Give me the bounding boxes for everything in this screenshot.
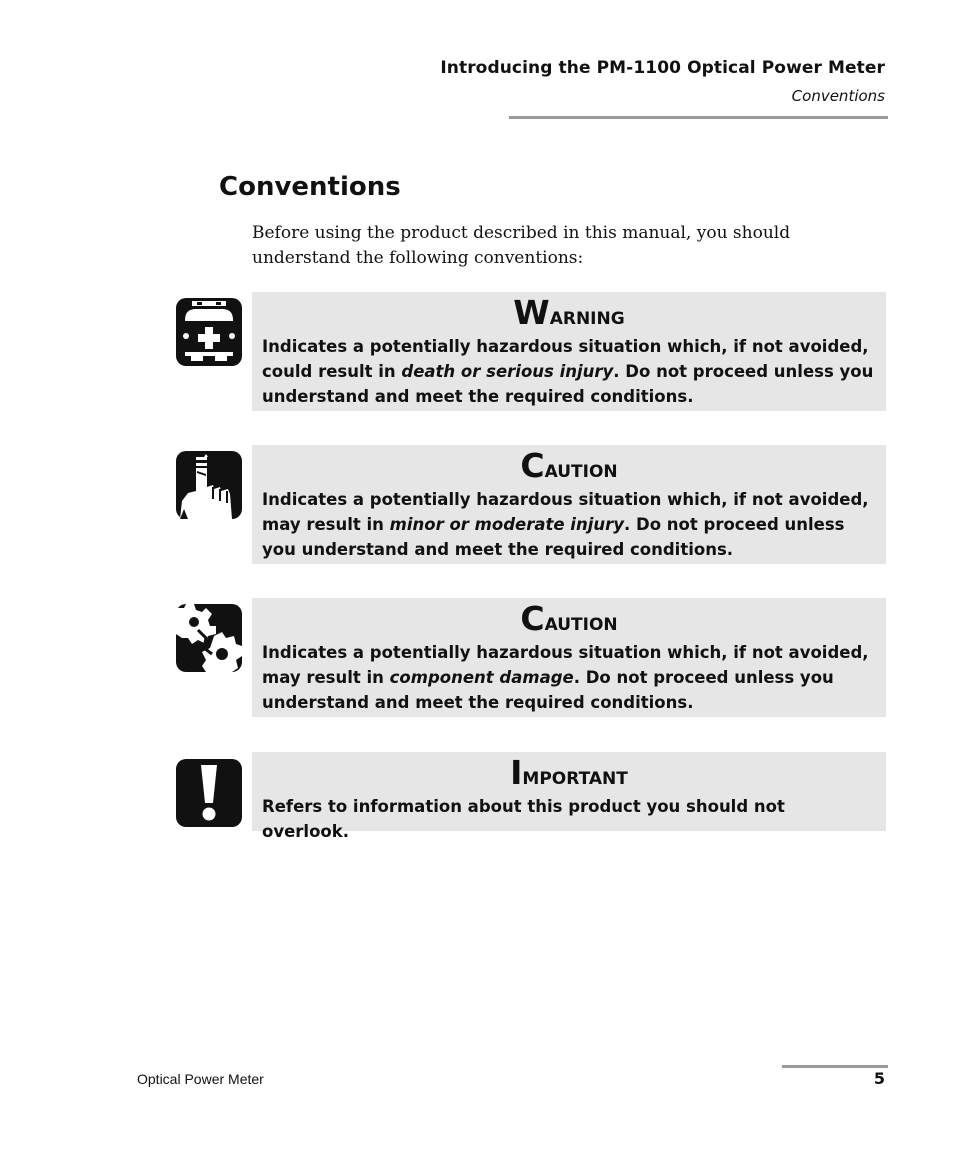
ambulance-icon: [176, 298, 242, 366]
header-title: Introducing the PM-1100 Optical Power Meter: [440, 58, 885, 78]
notice-title: Caution: [520, 599, 618, 638]
important-notice: [252, 752, 886, 841]
footer-product: Optical Power Meter: [137, 1071, 264, 1087]
notice-title: Warning: [513, 293, 625, 332]
footer-rule: [782, 1065, 888, 1068]
section-intro: Before using the product described in this manual, you should understand the following conventions:: [252, 223, 791, 268]
header-subtitle: Conventions: [791, 87, 885, 105]
notice-text: Refers to information about this product you should not overlook.: [262, 797, 785, 841]
warning-notice: [252, 292, 886, 411]
header-rule: [509, 116, 888, 119]
injured-finger-icon: [176, 451, 242, 519]
caution-injury-notice: [252, 445, 886, 564]
notice-title: Important: [510, 753, 628, 792]
exclamation-icon: [176, 759, 242, 827]
section-title: Conventions: [219, 172, 401, 202]
notice-text: Indicates a potentially hazardous situation which, if not avoided, may result in minor or moderate injury. Do not proceed unless you understand and meet the required conditions.: [262, 490, 869, 559]
broken-gear-icon: [176, 604, 242, 672]
notice-text: Indicates a potentially hazardous situation which, if not avoided, could result in death or serious injury. Do not proceed unless you understand and meet the required conditions.: [262, 337, 874, 406]
notice-text: Indicates a potentially hazardous situation which, if not avoided, may result in component damage. Do not proceed unless you understand and meet the required conditions.: [262, 643, 869, 712]
page-number: 5: [873, 1069, 885, 1088]
caution-damage-notice: [252, 598, 886, 717]
notice-title: Caution: [520, 446, 618, 485]
